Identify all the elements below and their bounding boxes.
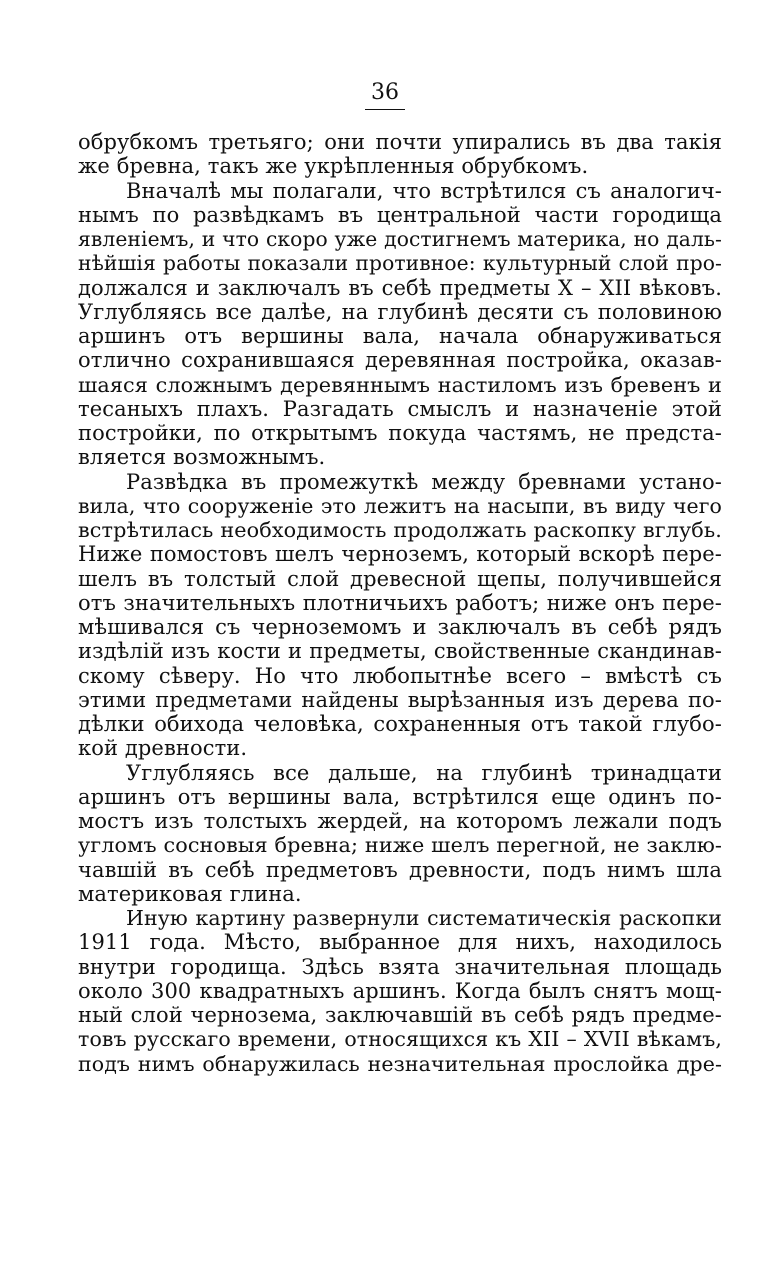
text-line: 1911 года. Мѣсто, выбранное для нихъ, находилось [78, 930, 722, 955]
text-line: мѣшивался съ черноземомъ и заключалъ въ себѣ рядъ [78, 615, 722, 639]
text-line: чавшій въ себѣ предметовъ древности, подъ нимъ шла [78, 857, 722, 882]
paragraph-first-line: Развѣдка въ промежуткѣ между бревнами устано- [126, 469, 722, 494]
page-number [0, 80, 770, 110]
text-line: постройки, по открытымъ покуда частямъ, не предста- [78, 421, 722, 445]
text-line: внутри городища. Здѣсь взята значительная площадь [78, 954, 722, 979]
text-line: Углубляясь все далѣе, на глубинѣ десяти съ половиною [78, 299, 722, 324]
paragraph-first-line: Вначалѣ мы полагали, что встрѣтился съ аналогич- [126, 178, 722, 203]
text-line: около 300 квадратныхъ аршинъ. Когда былъ снятъ мощ- [78, 978, 722, 1003]
body-text [78, 130, 722, 1076]
text-line: Ниже помостовъ шелъ черноземъ, который вскорѣ пере- [78, 542, 722, 567]
text-line: товъ русскаго времени, относящихся къ XII – XVII вѣкамъ, [78, 1027, 722, 1052]
paragraph-first-line: Иную картину развернули систематическія раскопки [126, 906, 722, 930]
text-line: аршинъ отъ вершины вала, начала обнаруживаться [78, 324, 722, 348]
text-line: явленіемъ, и что скоро уже достигнемъ материка, но даль- [78, 227, 722, 251]
text-line: отлично сохранившаяся деревянная постройка, оказав- [78, 348, 722, 373]
text-line: нѣйшія работы показали противное: культурный слой про- [78, 251, 722, 276]
text-line: угломъ сосновыя бревна; ниже шелъ перегной, не заклю- [78, 833, 722, 858]
text-line: обрубкомъ третьяго; они почти упирались въ два такія [78, 130, 722, 154]
text-line: этими предметами найдены вырѣзанныя изъ дерева по- [78, 687, 722, 712]
text-line: подъ нимъ обнаружилась незначительная прослойка дре- [78, 1051, 722, 1076]
text-line: аршинъ отъ вершины вала, встрѣтился еще одинъ по- [78, 784, 722, 809]
text-line: кой древности. [78, 736, 248, 761]
text-line: вляется возможнымъ. [78, 445, 326, 470]
text-line: же бревна, такъ же укрѣпленныя обрубкомъ. [78, 154, 589, 179]
text-line: нымъ по развѣдкамъ въ центральной части городища [78, 202, 722, 227]
text-line: дѣлки обихода человѣка, сохраненныя отъ такой глубо- [78, 712, 722, 736]
page-number-text: 36 [365, 80, 405, 110]
text-line: отъ значительныхъ плотничьихъ работъ; ниже онъ пере- [78, 590, 722, 615]
text-line: шаяся сложнымъ деревяннымъ настиломъ изъ бревенъ и [78, 372, 722, 397]
text-line: вила, что сооруженіе это лежитъ на насыпи, въ виду чего [78, 493, 722, 518]
text-line: мостъ изъ толстыхъ жердей, на которомъ лежали подъ [78, 809, 722, 833]
text-line: скому сѣверу. Но что любопытнѣе всего – вмѣстѣ съ [78, 663, 722, 688]
paragraph-first-line: Углубляясь все дальше, на глубинѣ тринадцати [126, 760, 722, 785]
text-line: встрѣтилась необходимость продолжать раскопку вглубь. [78, 518, 722, 542]
text-line: материковая глина. [78, 881, 302, 906]
text-line: тесаныхъ плахъ. Разгадать смыслъ и назначеніе этой [78, 396, 722, 421]
text-line: должался и заключалъ въ себѣ предметы X – XII вѣковъ. [78, 275, 722, 300]
text-line: издѣлій изъ кости и предметы, свойственные скандинав- [78, 639, 722, 664]
text-line: ный слой чернозема, заключавшій въ себѣ рядъ предме- [78, 1003, 722, 1027]
text-line: шелъ въ толстый слой древесной щепы, получившейся [78, 566, 722, 591]
